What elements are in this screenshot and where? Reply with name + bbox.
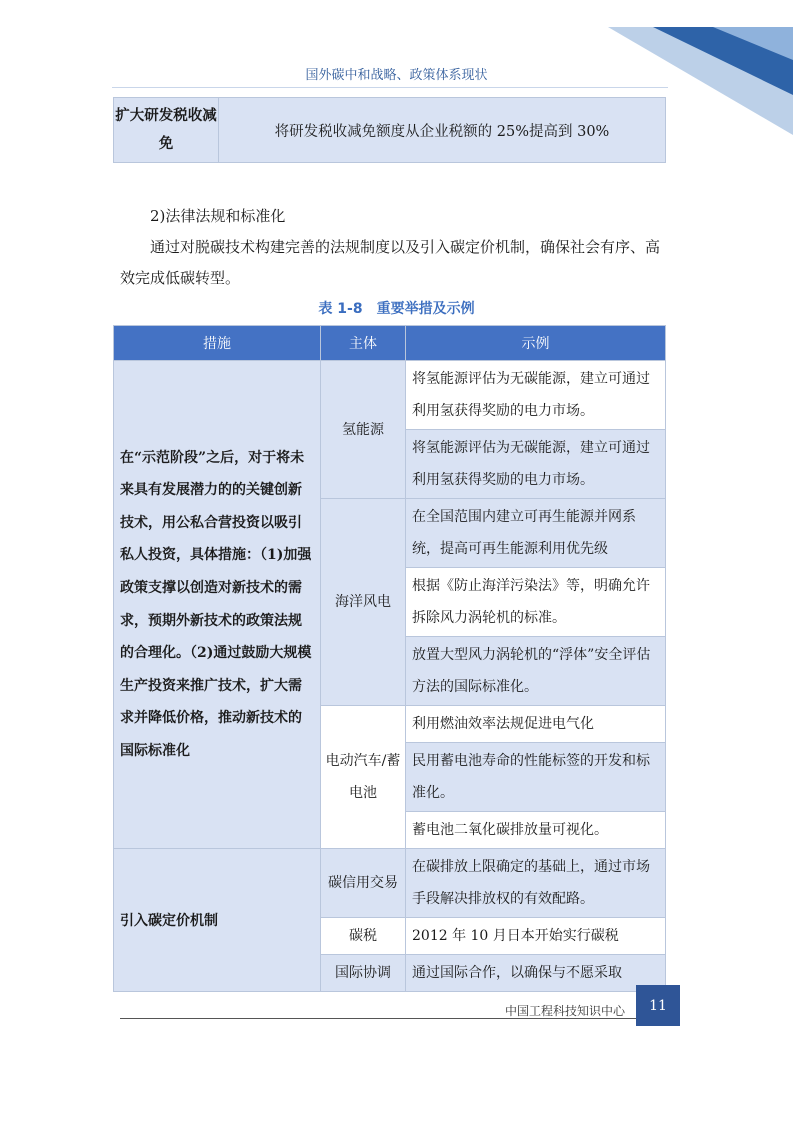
section-heading: 2)法律法规和标准化 [150,207,286,225]
measures-table [113,325,666,992]
example-cell: 通过国际合作，以确保与不愿采取 [406,955,666,992]
example-cell: 将氢能源评估为无碳能源，建立可通过利用氢获得奖励的电力市场。 [406,430,666,499]
example-cell: 在碳排放上限确定的基础上，通过市场手段解决排放权的有效配路。 [406,849,666,918]
subject-offshore-wind: 海洋风电 [321,499,406,706]
subject-carbon-credit: 碳信用交易 [321,849,406,918]
header-rule [112,87,668,88]
example-cell: 2012 年 10 月日本开始实行碳税 [406,918,666,955]
subject-international: 国际协调 [321,955,406,992]
example-cell: 在全国范围内建立可再生能源并网系统，提高可再生能源利用优先级 [406,499,666,568]
table-header-row [114,326,666,361]
header-subject: 主体 [321,326,406,361]
table-row [114,849,666,918]
page-header-title: 国外碳中和战略、政策体系现状 [305,68,488,83]
example-cell: 将氢能源评估为无碳能源，建立可通过利用氢获得奖励的电力市场。 [406,361,666,430]
example-cell: 根据《防止海洋污染法》等，明确允许拆除风力涡轮机的标准。 [406,568,666,637]
table-row [114,361,666,430]
page-number: 11 [636,985,680,1026]
top-table [113,97,666,163]
table-row [114,98,666,163]
table-caption: 表 1-8 重要举措及示例 [318,301,475,317]
body-paragraph: 通过对脱碳技术构建完善的法规制度以及引入碳定价机制，确保社会有序、高效完成低碳转型。 [120,238,661,287]
measure-demo-stage: 在“示范阶段”之后，对于将未来具有发展潜力的的关键创新技术，用公私合营投资以吸引私人投资，具体措施：（1)加强政策支撑以创造对新技术的需求，预期外新技术的政策法规的合理化。（2)通过鼓励大规模生产投资来推广技术，扩大需求并降低价格，推动新技术的国际标准化 [114,361,321,849]
example-cell: 民用蓄电池寿命的性能标签的开发和标准化。 [406,743,666,812]
subject-carbon-tax: 碳税 [321,918,406,955]
header-example: 示例 [406,326,666,361]
measure-carbon-pricing: 引入碳定价机制 [114,849,321,992]
measure-content: 将研发税收减免额度从企业税额的 25%提高到 30% [219,98,666,163]
subject-ev-battery: 电动汽车/蓄电池 [321,706,406,849]
subject-hydrogen: 氢能源 [321,361,406,499]
footer-source: 中国工程科技知识中心 [504,1004,625,1018]
measure-label: 扩大研发税收减免 [114,98,219,163]
example-cell: 蓄电池二氧化碳排放量可视化。 [406,812,666,849]
example-cell: 放置大型风力涡轮机的“浮体”安全评估方法的国际标准化。 [406,637,666,706]
example-cell: 利用燃油效率法规促进电气化 [406,706,666,743]
header-measure: 措施 [114,326,321,361]
